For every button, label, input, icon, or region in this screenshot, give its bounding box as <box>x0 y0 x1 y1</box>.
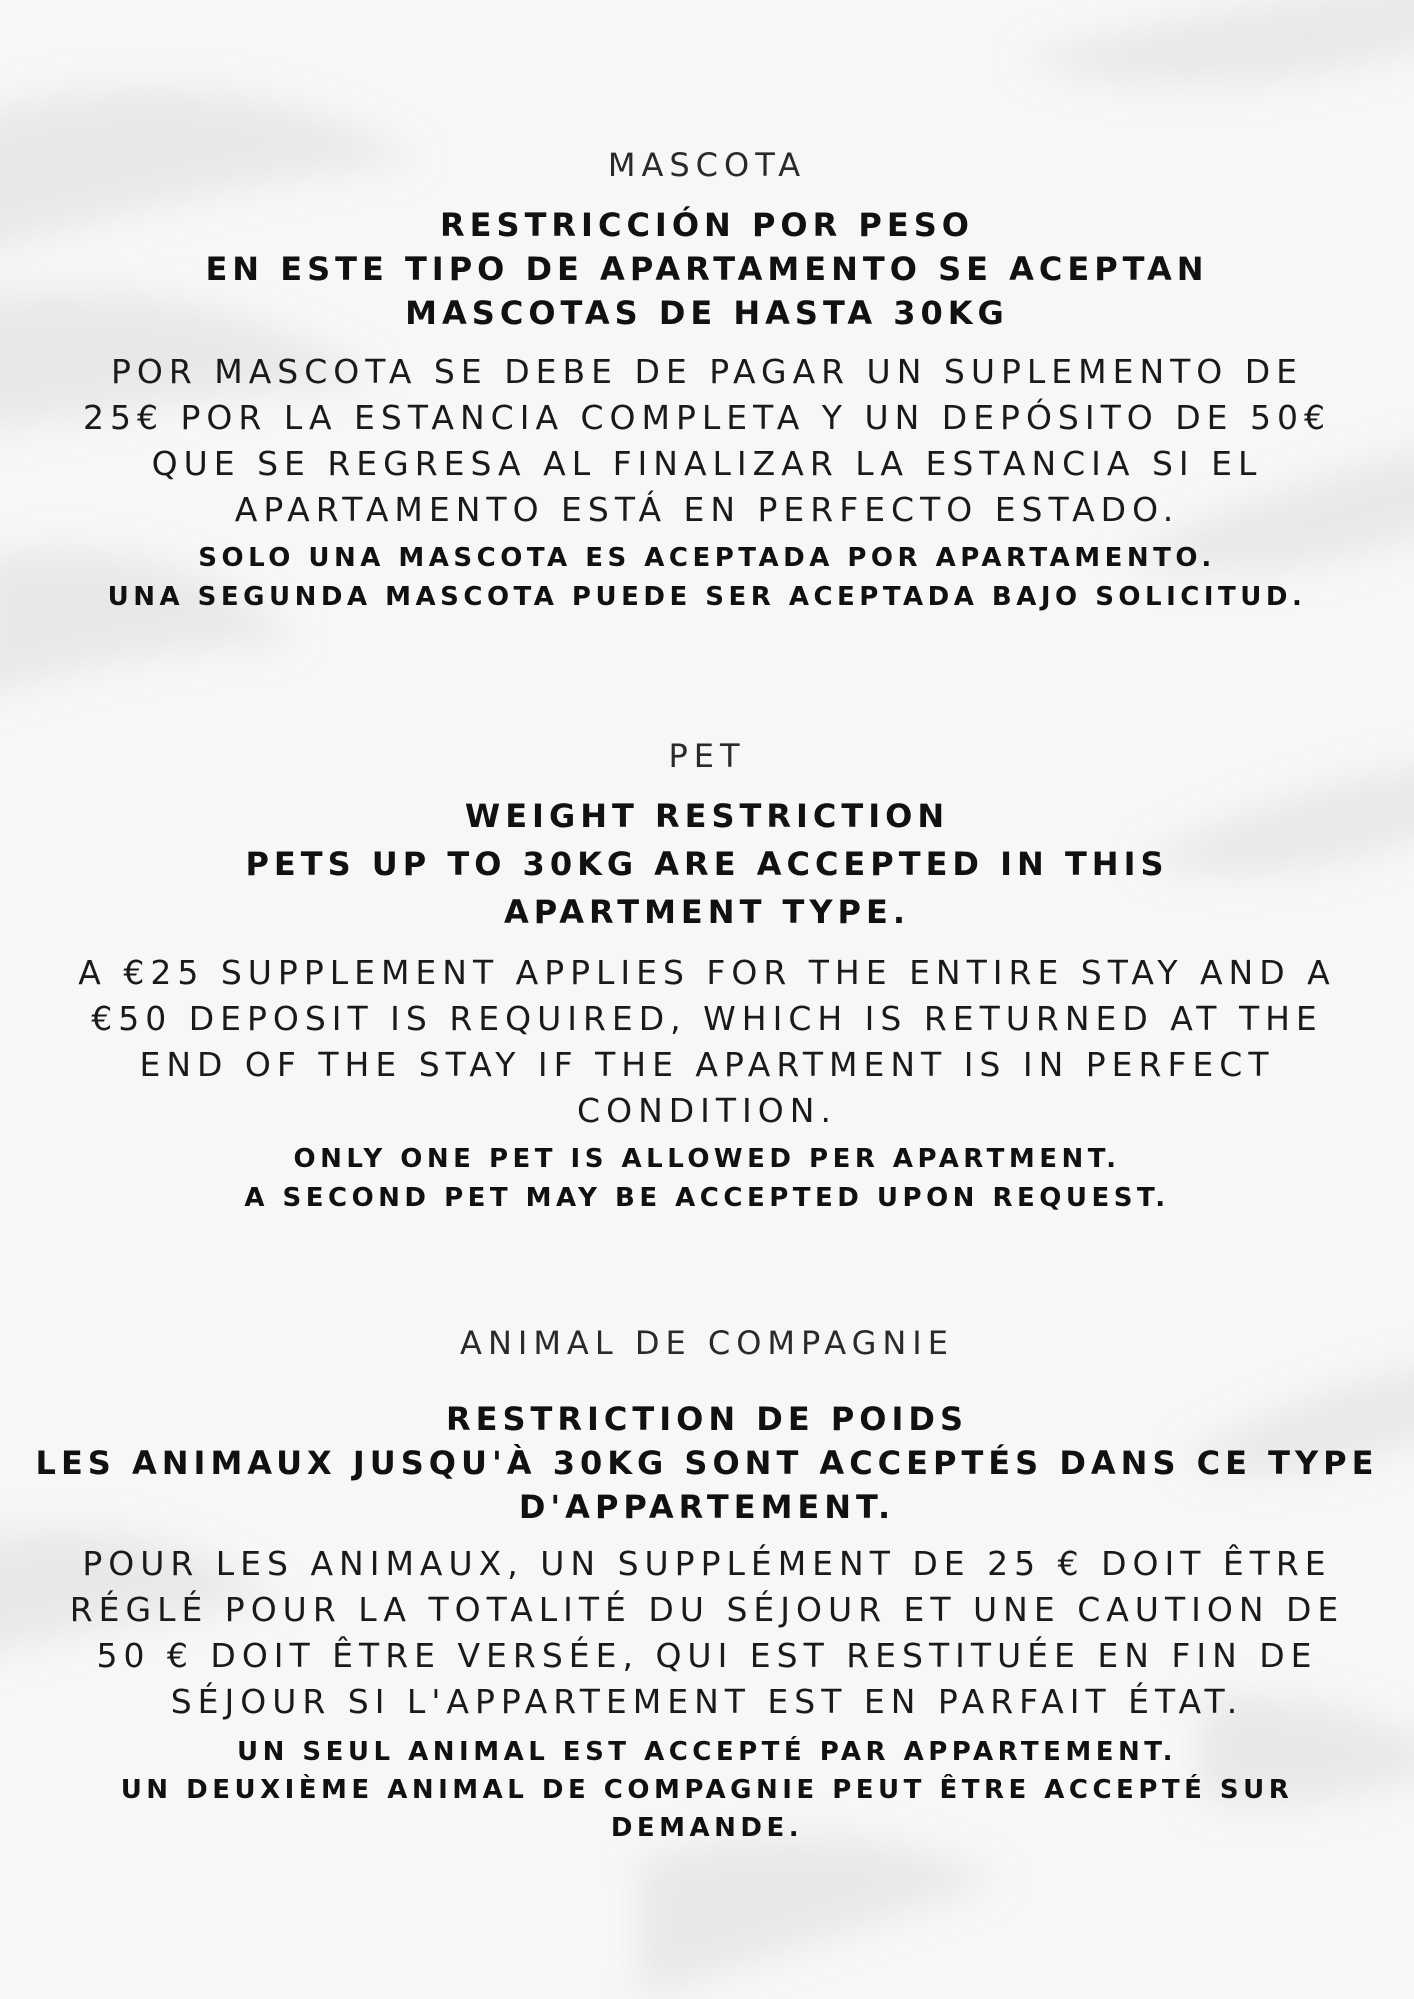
body-line: 25€ POR LA ESTANCIA COMPLETA Y UN DEPÓSITO DE 50€ <box>83 398 1331 437</box>
note-line: UNA SEGUNDA MASCOTA PUEDE SER ACEPTADA BAJO SOLICITUD. <box>107 582 1307 612</box>
note-line: ONLY ONE PET IS ALLOWED PER APARTMENT. <box>293 1144 1121 1174</box>
bold-line: MASCOTAS DE HASTA 30KG <box>405 294 1009 332</box>
bold-line: APARTMENT TYPE. <box>504 893 910 931</box>
section-french <box>0 1321 1414 1847</box>
body-line: END OF THE STAY IF THE APARTMENT IS IN PERFECT <box>139 1045 1275 1084</box>
body-line: APARTAMENTO ESTÁ EN PERFECTO ESTADO. <box>234 490 1180 529</box>
note-line: A SECOND PET MAY BE ACCEPTED UPON REQUEST. <box>244 1183 1170 1213</box>
section-english <box>0 734 1414 1218</box>
bold-line: RESTRICTION DE POIDS <box>446 1400 968 1438</box>
bold-line: PETS UP TO 30KG ARE ACCEPTED IN THIS <box>245 845 1169 883</box>
weight-restriction-block <box>0 792 1414 936</box>
bold-line: EN ESTE TIPO DE APARTAMENTO SE ACEPTAN <box>205 250 1209 288</box>
body-line: €50 DEPOSIT IS REQUIRED, WHICH IS RETURNED AT THE <box>91 999 1323 1038</box>
note-line: SOLO UNA MASCOTA ES ACEPTADA POR APARTAMENTO. <box>198 543 1216 573</box>
pet-limit-note <box>0 1733 1414 1847</box>
bold-line: WEIGHT RESTRICTION <box>464 797 950 835</box>
body-line: SÉJOUR SI L'APPARTEMENT EST EN PARFAIT ÉTAT. <box>170 1682 1244 1721</box>
section-heading: MASCOTA <box>607 146 807 184</box>
note-line: UN SEUL ANIMAL EST ACCEPTÉ PAR APPARTEMENT. <box>237 1737 1177 1767</box>
body-line: POR MASCOTA SE DEBE DE PAGAR UN SUPLEMENTO DE <box>110 352 1304 391</box>
section-spanish <box>0 143 1414 617</box>
bold-line: LES ANIMAUX JUSQU'À 30KG SONT ACCEPTÉS DANS CE TYPE <box>35 1444 1379 1482</box>
note-line: UN DEUXIÈME ANIMAL DE COMPAGNIE PEUT ÊTRE ACCEPTÉ SUR <box>120 1775 1294 1805</box>
pet-limit-note <box>0 539 1414 617</box>
weight-restriction-block <box>0 203 1414 335</box>
pet-limit-note <box>0 1140 1414 1218</box>
section-heading: PET <box>668 737 746 775</box>
supplement-paragraph <box>0 950 1414 1134</box>
weight-restriction-block <box>0 1397 1414 1529</box>
body-line: RÉGLÉ POUR LA TOTALITÉ DU SÉJOUR ET UNE CAUTION DE <box>69 1590 1345 1629</box>
bold-line: D'APPARTEMENT. <box>518 1488 896 1526</box>
body-line: A €25 SUPPLEMENT APPLIES FOR THE ENTIRE STAY AND A <box>78 953 1336 992</box>
body-line: CONDITION. <box>577 1091 837 1130</box>
note-line: DEMANDE. <box>610 1813 804 1843</box>
bold-line: RESTRICCIÓN POR PESO <box>440 206 974 244</box>
body-line: POUR LES ANIMAUX, UN SUPPLÉMENT DE 25 € DOIT ÊTRE <box>82 1544 1332 1583</box>
supplement-paragraph <box>0 1541 1414 1725</box>
body-line: QUE SE REGRESA AL FINALIZAR LA ESTANCIA SI EL <box>151 444 1263 483</box>
section-heading: ANIMAL DE COMPAGNIE <box>460 1324 954 1362</box>
body-line: 50 € DOIT ÊTRE VERSÉE, QUI EST RESTITUÉE EN FIN DE <box>96 1636 1318 1675</box>
supplement-paragraph <box>0 349 1414 533</box>
